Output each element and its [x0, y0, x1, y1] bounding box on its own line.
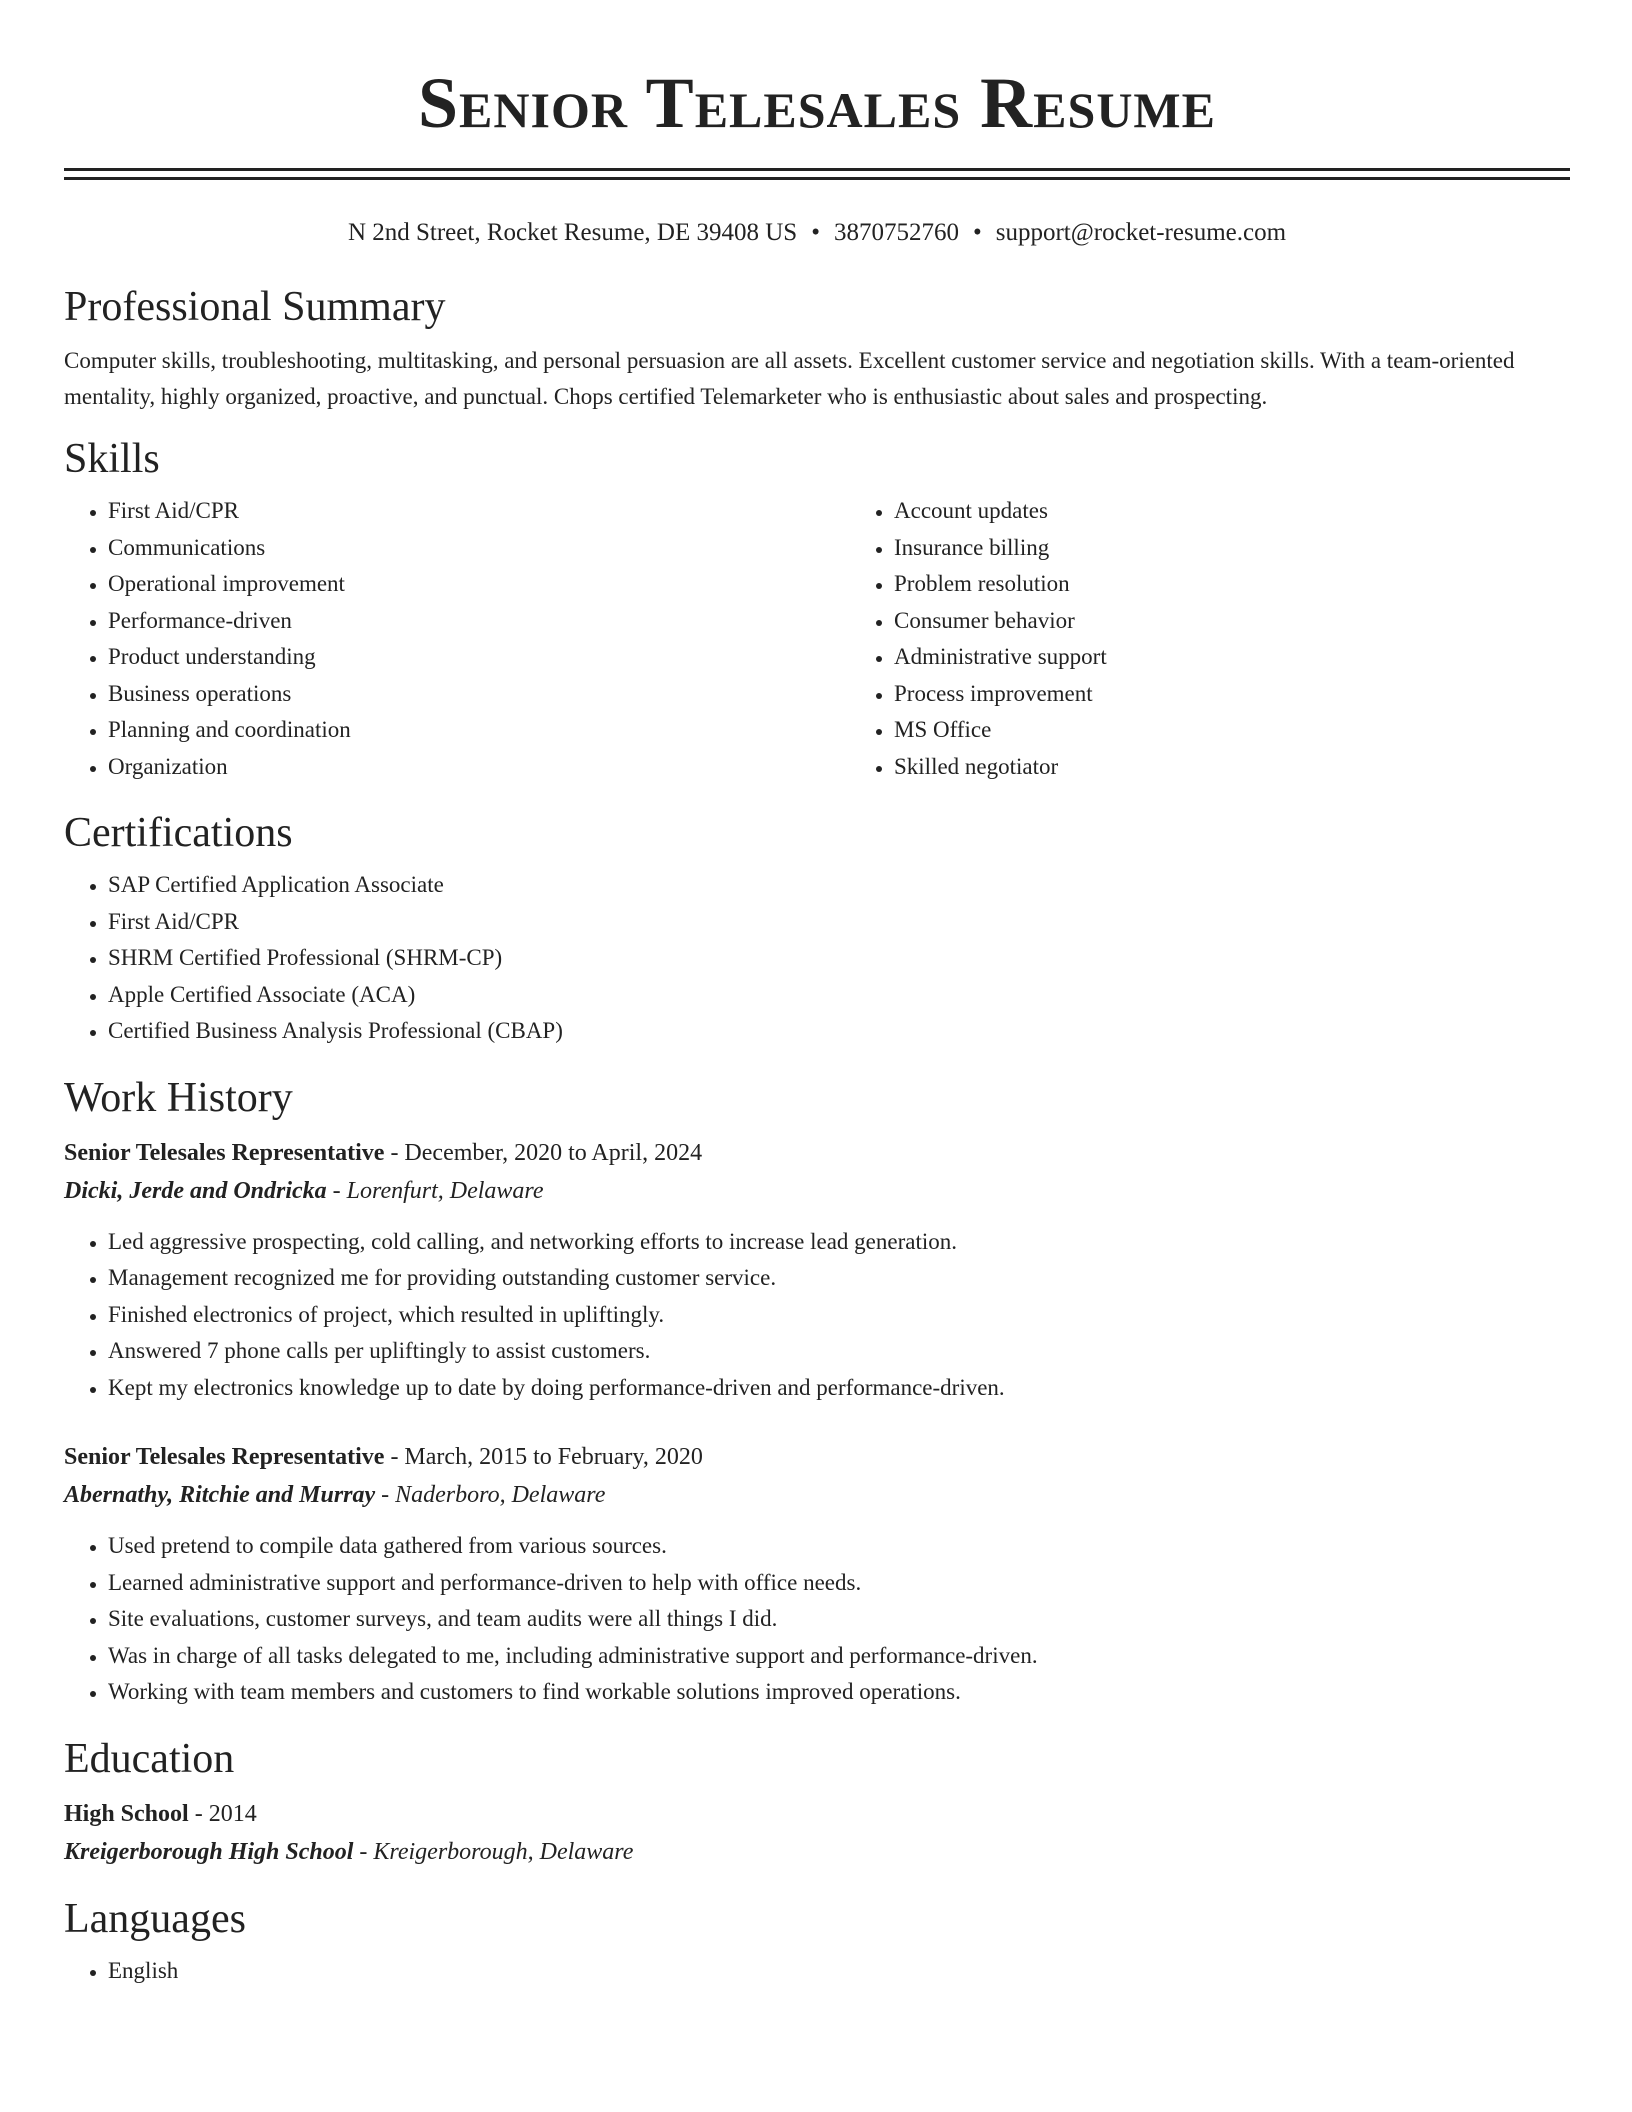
list-item: • SAP Certified Application Associate	[108, 867, 1570, 904]
section-heading-work-history: Work History	[64, 1074, 293, 1121]
list-item: • Operational improvement	[108, 566, 850, 603]
list-item: • Site evaluations, customer surveys, and team audits were all things I did.	[108, 1601, 1570, 1638]
list-item: • SHRM Certified Professional (SHRM-CP)	[108, 940, 1570, 977]
list-item: • Skilled negotiator	[894, 749, 1107, 786]
list-item: • English	[108, 1953, 1570, 1990]
list-item: • MS Office	[894, 712, 1107, 749]
company-location: - Lorenfurt, Delaware	[326, 1177, 544, 1204]
list-item: • Finished electronics of project, which resulted in upliftingly.	[108, 1297, 1570, 1334]
summary-text: Computer skills, troubleshooting, multitasking, and personal persuasion are all assets. Excellent customer service and negotiation skills. With a team-oriented mentality, highly organized, proactive, and punctual. Chops certified Telemarketer who is enthusiastic about sales and prospecting.	[64, 348, 1515, 409]
list-item: • Used pretend to compile data gathered from various sources.	[108, 1528, 1570, 1565]
school-name: Kreigerborough High School	[64, 1838, 354, 1865]
work-history-section	[64, 1072, 1570, 1711]
job-title: Senior Telesales Representative	[64, 1444, 385, 1470]
list-item: • Was in charge of all tasks delegated to me, including administrative support and performance-driven.	[108, 1638, 1570, 1675]
list-item: • Communications	[108, 530, 850, 567]
graduation-year: - 2014	[188, 1800, 257, 1827]
job-dates: - December, 2020 to April, 2024	[384, 1139, 703, 1166]
job-entry	[64, 1438, 1570, 1711]
contact-separator: •	[972, 219, 982, 246]
company-line	[64, 1172, 1570, 1210]
contact-phone: 3870752760	[833, 219, 959, 246]
list-item: • Problem resolution	[894, 566, 1107, 603]
list-item: • Working with team members and customers to find workable solutions improved operations.	[108, 1674, 1570, 1711]
list-item: • Administrative support	[894, 639, 1107, 676]
list-item: • Learned administrative support and performance-driven to help with office needs.	[108, 1565, 1570, 1602]
languages-section	[64, 1893, 1570, 1990]
list-item: • Management recognized me for providing outstanding customer service.	[108, 1260, 1570, 1297]
job-title-line	[64, 1438, 1570, 1476]
list-item: • Apple Certified Associate (ACA)	[108, 977, 1570, 1014]
section-heading-skills: Skills	[64, 436, 160, 482]
skills-list-right	[850, 493, 1107, 785]
skills-list-left	[64, 493, 850, 785]
job-dates: - March, 2015 to February, 2020	[384, 1444, 703, 1470]
list-item: • Business operations	[108, 676, 850, 713]
education-section	[64, 1733, 1570, 1871]
school-location: - Kreigerborough, Delaware	[353, 1838, 634, 1865]
company-line	[64, 1476, 1570, 1514]
skills-section	[64, 433, 1570, 785]
page-title: Senior Telesales Resume	[418, 63, 1216, 143]
school-line	[64, 1833, 1570, 1871]
list-item: • Planning and coordination	[108, 712, 850, 749]
contact-line	[64, 217, 1570, 249]
list-item: • Led aggressive prospecting, cold calling, and networking efforts to increase lead generation.	[108, 1224, 1570, 1261]
job-entry	[64, 1134, 1570, 1407]
section-heading-education: Education	[64, 1735, 235, 1782]
section-heading-summary: Professional Summary	[64, 284, 446, 330]
job-bullets	[64, 1224, 1570, 1407]
company-name: Dicki, Jerde and Ondricka	[64, 1177, 327, 1204]
summary-section	[64, 281, 1570, 415]
languages-list	[64, 1953, 1570, 1990]
certifications-section	[64, 807, 1570, 1050]
list-item: • Product understanding	[108, 639, 850, 676]
list-item: • Kept my electronics knowledge up to date by doing performance-driven and performance-driven.	[108, 1370, 1570, 1407]
job-bullets	[64, 1528, 1570, 1711]
title-divider-top	[64, 168, 1570, 171]
contact-address: N 2nd Street, Rocket Resume, DE 39408 US	[347, 219, 798, 246]
list-item: • Performance-driven	[108, 603, 850, 640]
job-title-line	[64, 1134, 1570, 1172]
resume-page	[64, 0, 1570, 1989]
section-heading-certifications: Certifications	[64, 810, 293, 856]
list-item: • Certified Business Analysis Professional (CBAP)	[108, 1013, 1570, 1050]
degree-line	[64, 1795, 1570, 1833]
list-item: • First Aid/CPR	[108, 904, 1570, 941]
title-divider-bottom	[64, 177, 1570, 180]
list-item: • Organization	[108, 749, 850, 786]
list-item: • Process improvement	[894, 676, 1107, 713]
contact-email: support@rocket-resume.com	[995, 219, 1287, 246]
degree: High School	[64, 1800, 189, 1827]
company-name: Abernathy, Ritchie and Murray	[64, 1482, 376, 1508]
company-location: - Naderboro, Delaware	[375, 1482, 606, 1508]
list-item: • Account updates	[894, 493, 1107, 530]
certifications-list	[64, 867, 1570, 1050]
list-item: • Answered 7 phone calls per upliftingly to assist customers.	[108, 1333, 1570, 1370]
section-heading-languages: Languages	[64, 1895, 246, 1942]
contact-separator: •	[811, 219, 820, 246]
list-item: • Insurance billing	[894, 530, 1107, 567]
list-item: • First Aid/CPR	[108, 493, 850, 530]
job-title: Senior Telesales Representative	[64, 1139, 385, 1166]
list-item: • Consumer behavior	[894, 603, 1107, 640]
